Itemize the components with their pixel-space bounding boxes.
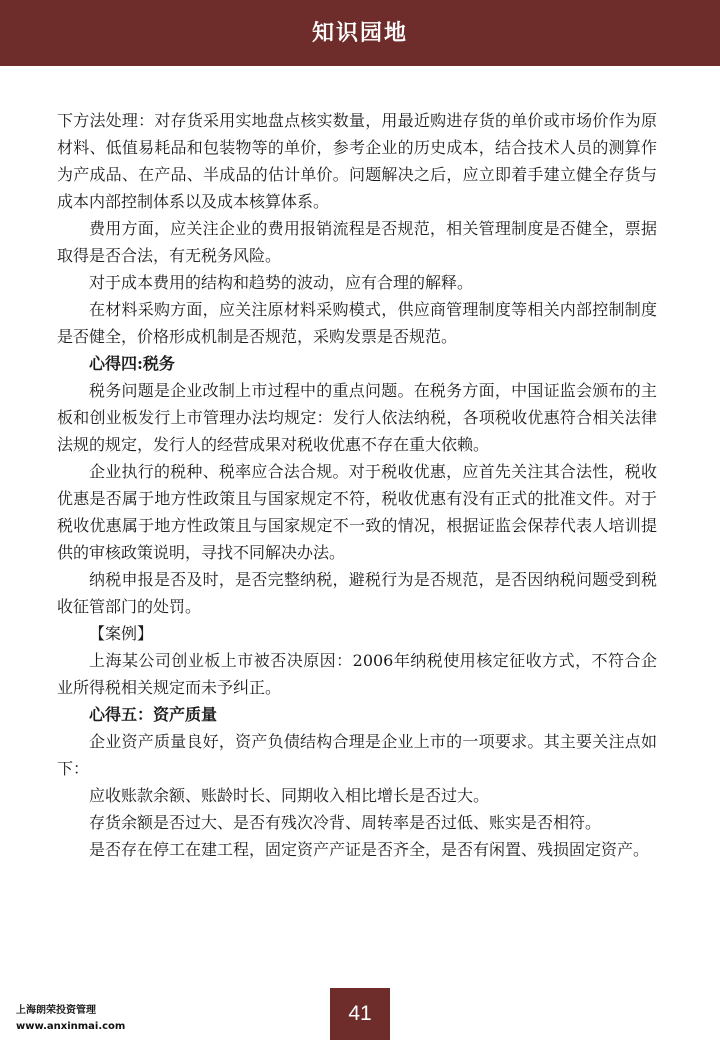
page-number: 41 (348, 1002, 372, 1025)
article-body (57, 107, 657, 863)
paragraph: 是否存在停工在建工程，固定资产产证是否齐全，是否有闲置、残损固定资产。 (89, 840, 650, 859)
header-bar (0, 0, 720, 66)
footer-url[interactable]: www.anxinmai.com (16, 1021, 126, 1032)
paragraph: 费用方面，应关注企业的费用报销流程是否规范，相关管理制度是否健全，票据取得是否合法，有无税务风险。 (57, 219, 657, 265)
paragraph: 下方法处理：对存货采用实地盘点核实数量，用最近购进存货的单价或市场价作为原材料、低值易耗品和包装物等的单价，参考企业的历史成本，结合技术人员的测算作为产成品、在产品、半成品的估计单价。问题解决之后，应立即着手建立健全存货与成本内部控制体系以及成本核算体系。 (57, 111, 657, 211)
paragraph: 存货余额是否过大、是否有残次冷背、周转率是否过低、账实是否相符。 (89, 813, 602, 832)
section-title: 知识园地 (311, 21, 408, 46)
section-heading-tax: 心得四:税务 (89, 354, 175, 373)
paragraph: 上海某公司创业板上市被否决原因：2006年纳税使用核定征收方式，不符合企业所得税相关规定而未予纠正。 (57, 651, 657, 697)
paragraph: 企业执行的税种、税率应合法合规。对于税收优惠，应首先关注其合法性，税收优惠是否属于地方性政策且与国家规定不符，税收优惠有没有正式的批准文件。对于税收优惠属于地方性政策且与国家规定不一致的情况，根据证监会保荐代表人培训提供的审核政策说明，寻找不同解决办法。 (57, 462, 657, 562)
paragraph: 对于成本费用的结构和趋势的波动，应有合理的解释。 (89, 273, 474, 292)
page-number-box (330, 988, 390, 1040)
paragraph: 在材料采购方面，应关注原材料采购模式，供应商管理制度等相关内部控制制度是否健全，价格形成机制是否规范，采购发票是否规范。 (57, 300, 657, 346)
section-heading-asset-quality: 心得五：资产质量 (89, 705, 218, 724)
paragraph: 税务问题是企业改制上市过程中的重点问题。在税务方面，中国证监会颁布的主板和创业板发行上市管理办法均规定：发行人依法纳税，各项税收优惠符合相关法律法规的规定，发行人的经营成果对税收优惠不存在重大依赖。 (57, 381, 657, 454)
footer-brand: 上海朗荣投资管理 (16, 1005, 96, 1016)
paragraph: 纳税申报是否及时，是否完整纳税，避税行为是否规范，是否因纳税问题受到税收征管部门的处罚。 (57, 570, 657, 616)
paragraph: 企业资产质量良好，资产负债结构合理是企业上市的一项要求。其主要关注点如下： (57, 732, 657, 778)
case-label: 【案例】 (89, 624, 154, 643)
paragraph: 应收账款余额、账龄时长、同期收入相比增长是否过大。 (89, 786, 490, 805)
